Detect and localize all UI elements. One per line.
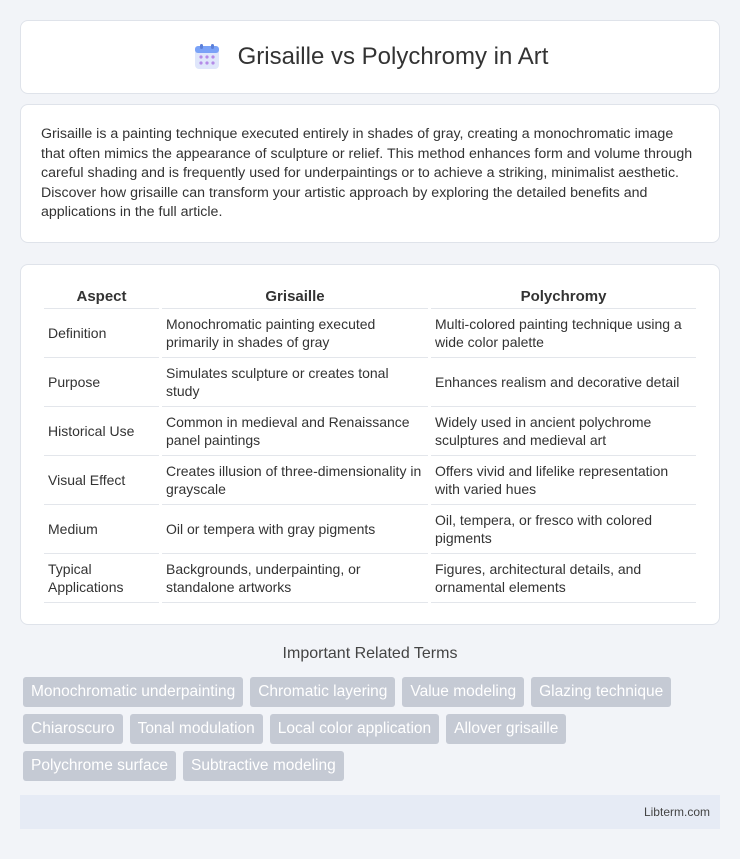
related-term-tag[interactable]: Polychrome surface (23, 751, 176, 781)
related-terms-title: Important Related Terms (282, 645, 458, 662)
footer-site-link[interactable]: Libterm.com (643, 805, 710, 819)
intro-card (20, 104, 720, 243)
row-aspect: Purpose (44, 358, 159, 407)
related-term-tag[interactable]: Value modeling (402, 677, 524, 707)
table-row (44, 456, 696, 505)
table-row (44, 407, 696, 456)
row-aspect: Medium (44, 505, 159, 554)
table-row (44, 554, 696, 603)
header-card (20, 20, 720, 94)
footer (20, 795, 720, 829)
row-grisaille: Simulates sculpture or creates tonal study (162, 358, 428, 407)
related-term-tag[interactable]: Local color application (270, 714, 439, 744)
intro-text: Grisaille is a painting technique executed entirely in shades of gray, creating a monochromatic image that often mimics the appearance of sculpture or relief. This method enhances form and volume through careful shading and is frequently used for underpaintings or to achieve a striking, minimalist aesthetic. Discover how grisaille can transform your artistic approach by exploring the detailed benefits and applications in the full article. (41, 126, 693, 221)
table-header-row (44, 285, 696, 309)
related-term-tag[interactable]: Allover grisaille (446, 714, 566, 744)
comparison-table (41, 285, 699, 603)
related-term-tag[interactable]: Tonal modulation (130, 714, 263, 744)
header-polychromy: Polychromy (431, 285, 696, 309)
related-term-tag[interactable]: Chromatic layering (250, 677, 395, 707)
row-grisaille: Backgrounds, underpainting, or standalone artworks (162, 554, 428, 603)
row-polychromy: Offers vivid and lifelike representation with varied hues (431, 456, 696, 505)
page-title: Grisaille vs Polychromy in Art (237, 43, 549, 70)
table-row (44, 358, 696, 407)
row-polychromy: Multi-colored painting technique using a wide color palette (431, 309, 696, 358)
table-row (44, 505, 696, 554)
comparison-card (20, 264, 720, 625)
row-grisaille: Common in medieval and Renaissance panel paintings (162, 407, 428, 456)
calendar-icon (192, 42, 222, 72)
row-polychromy: Oil, tempera, or fresco with colored pigments (431, 505, 696, 554)
related-terms-list (20, 677, 720, 781)
row-polychromy: Enhances realism and decorative detail (431, 358, 696, 407)
table-row (44, 309, 696, 358)
related-term-tag[interactable]: Monochromatic underpainting (23, 677, 243, 707)
row-polychromy: Widely used in ancient polychrome sculptures and medieval art (431, 407, 696, 456)
header-grisaille: Grisaille (162, 285, 428, 309)
row-aspect: Typical Applications (44, 554, 159, 603)
header-aspect: Aspect (44, 285, 159, 309)
row-polychromy: Figures, architectural details, and ornamental elements (431, 554, 696, 603)
row-aspect: Visual Effect (44, 456, 159, 505)
row-aspect: Definition (44, 309, 159, 358)
row-grisaille: Creates illusion of three-dimensionality in grayscale (162, 456, 428, 505)
related-term-tag[interactable]: Glazing technique (531, 677, 671, 707)
related-term-tag[interactable]: Subtractive modeling (183, 751, 344, 781)
row-grisaille: Oil or tempera with gray pigments (162, 505, 428, 554)
related-term-tag[interactable]: Chiaroscuro (23, 714, 123, 744)
row-grisaille: Monochromatic painting executed primarily in shades of gray (162, 309, 428, 358)
row-aspect: Historical Use (44, 407, 159, 456)
